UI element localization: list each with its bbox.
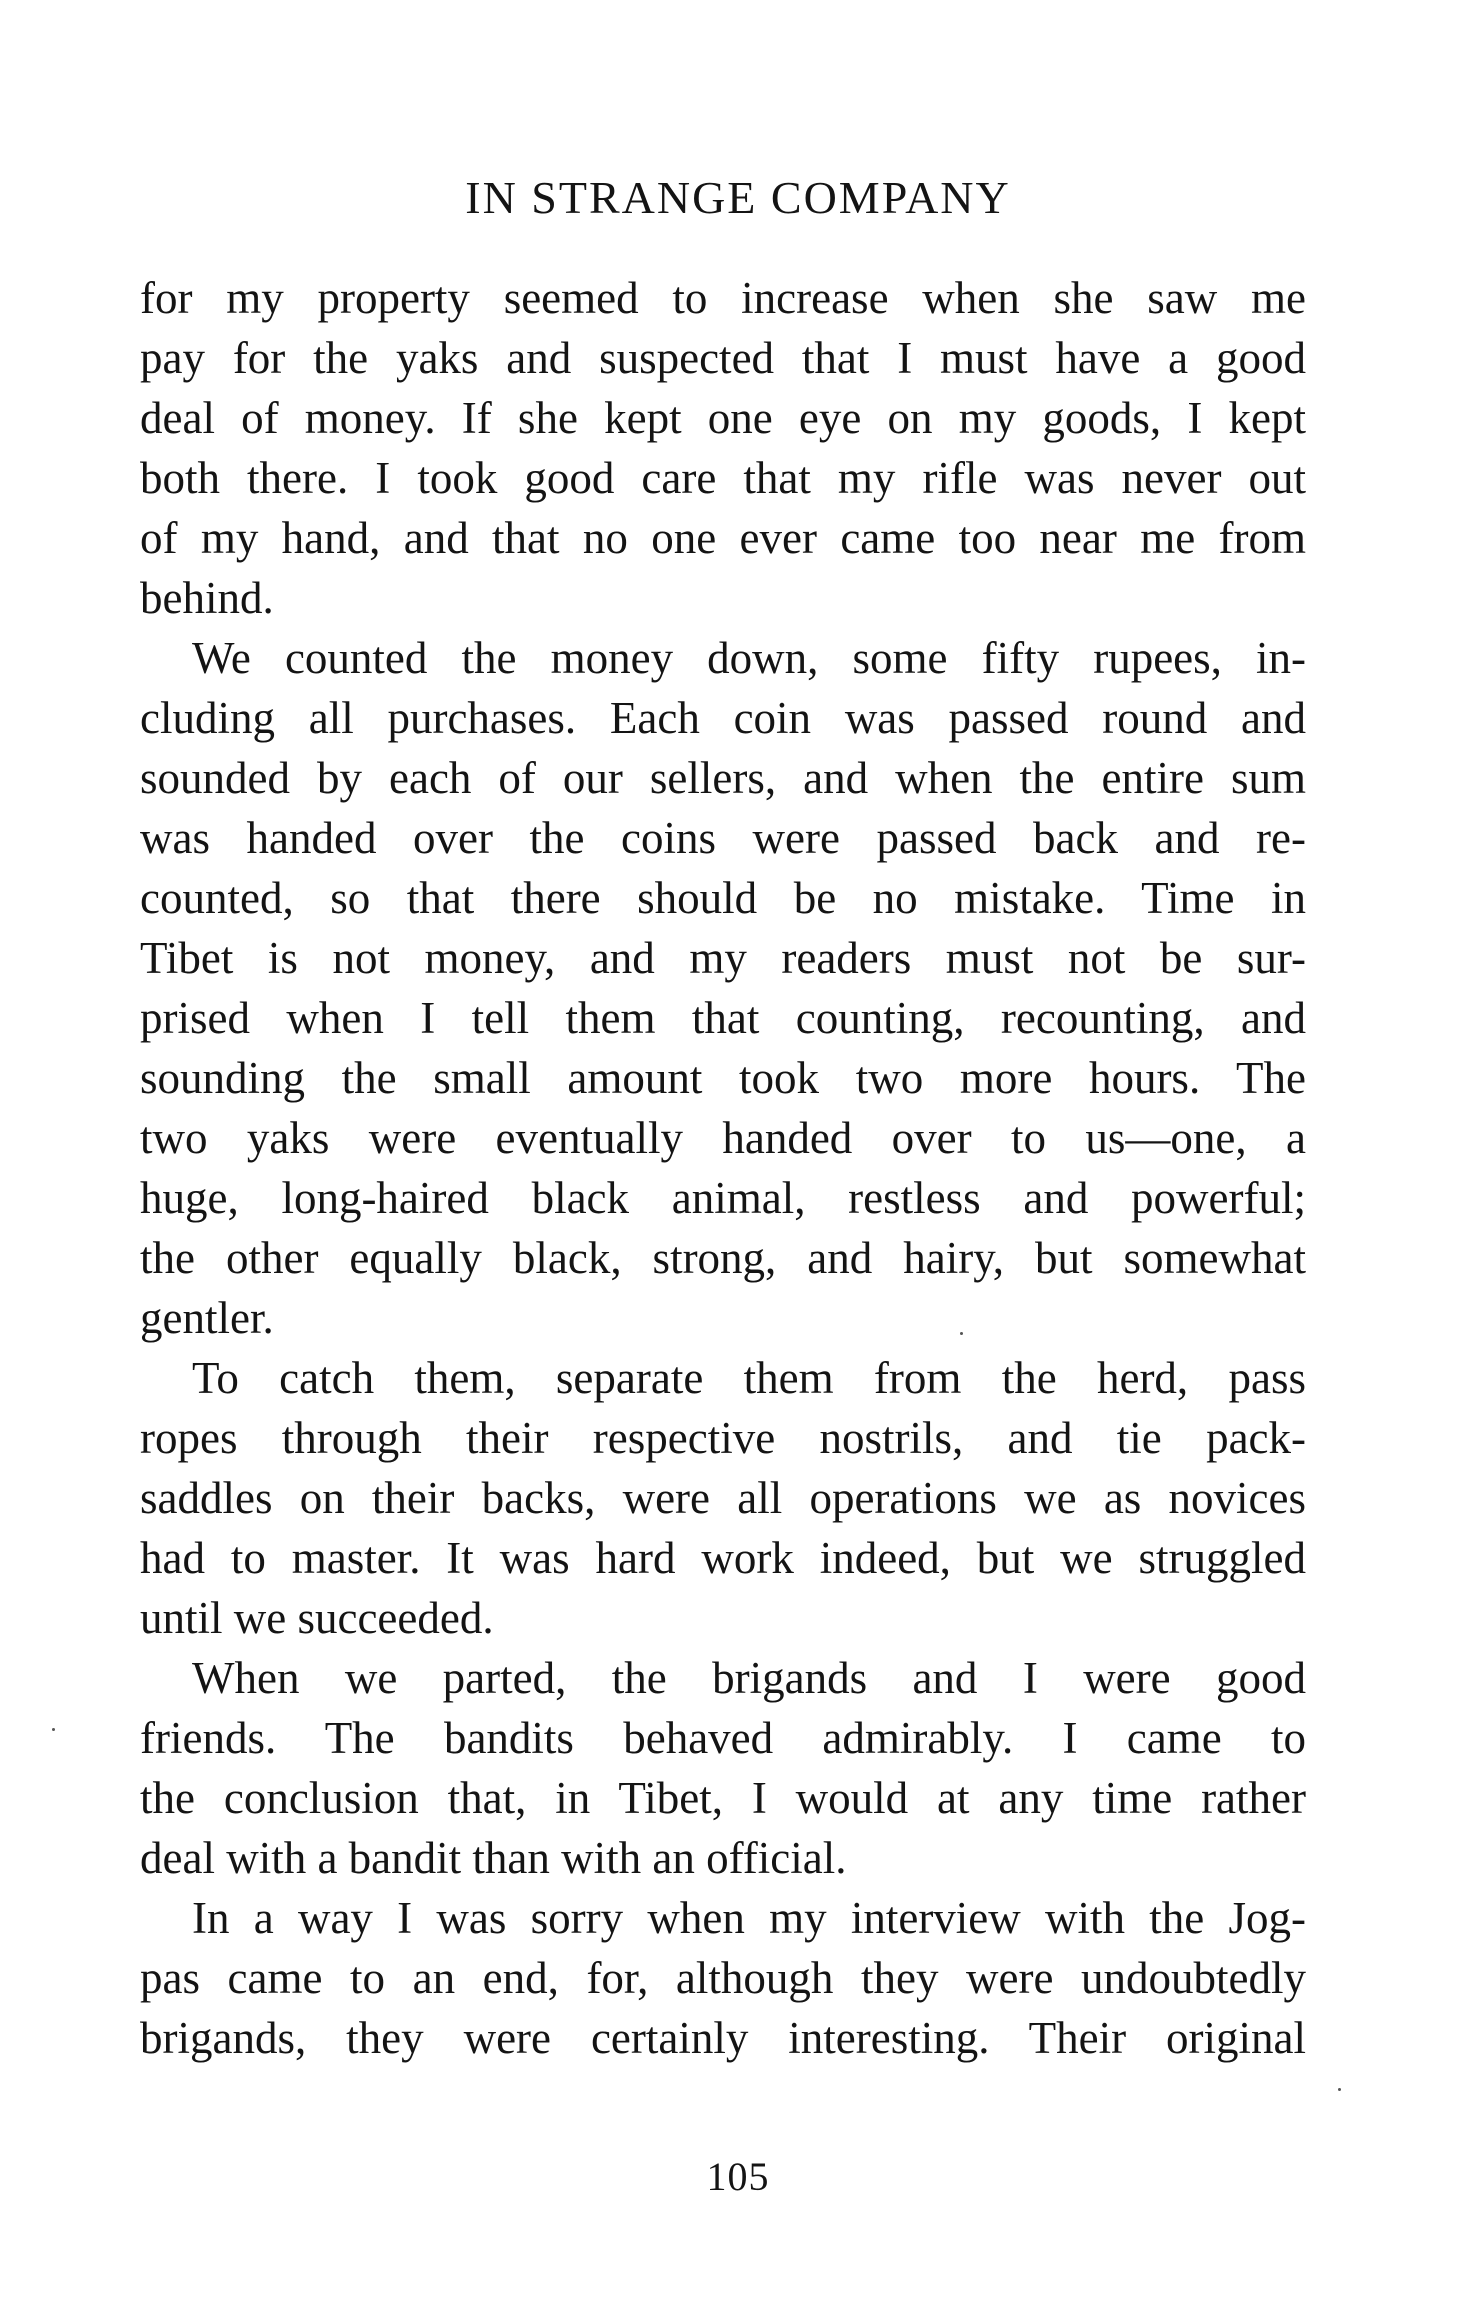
paragraph-first-line: To catch them, separate them from the herd, pass [192,1353,1306,1403]
text-line: had to master. It was hard work indeed, but we struggled [140,1533,1306,1583]
text-line: ropes through their respective nostrils, and tie pack- [140,1413,1306,1463]
text-line: huge, long-haired black animal, restless and powerful; [140,1173,1306,1223]
text-line: friends. The bandits behaved admirably. I came to [140,1713,1306,1763]
text-line: deal of money. If she kept one eye on my goods, I kept [140,393,1306,443]
text-line: pas came to an end, for, although they were undoubtedly [140,1953,1306,2003]
text-line: the other equally black, strong, and hairy, but somewhat [140,1233,1306,1283]
text-line: of my hand, and that no one ever came too near me from [140,513,1306,563]
paragraph-first-line: In a way I was sorry when my interview with the Jog- [192,1893,1306,1943]
text-line: pay for the yaks and suspected that I must have a good [140,333,1306,383]
paragraph-first-line: When we parted, the brigands and I were good [192,1653,1306,1703]
text-line: prised when I tell them that counting, recounting, and [140,993,1306,1043]
print-speck [52,1728,55,1731]
body-text [140,268,1306,2068]
text-line: behind. [140,573,274,623]
paragraph-first-line: We counted the money down, some fifty rupees, in- [192,633,1306,683]
text-line: saddles on their backs, were all operations we as novices [140,1473,1306,1523]
text-line: deal with a bandit than with an official. [140,1833,847,1883]
text-line: was handed over the coins were passed back and re- [140,813,1306,863]
text-line: until we succeeded. [140,1593,494,1643]
text-line: brigands, they were certainly interesting. Their original [140,2013,1306,2063]
text-line: sounding the small amount took two more hours. The [140,1053,1306,1103]
text-line: sounded by each of our sellers, and when the entire sum [140,753,1306,803]
text-line: both there. I took good care that my rifle was never out [140,453,1306,503]
text-line: the conclusion that, in Tibet, I would at any time rather [140,1773,1306,1823]
page-number: 105 [706,2154,770,2199]
text-line: Tibet is not money, and my readers must not be sur- [140,933,1306,983]
running-head-title: IN STRANGE COMPANY [465,172,1011,223]
text-line: counted, so that there should be no mistake. Time in [140,873,1306,923]
text-line: two yaks were eventually handed over to us—one, a [140,1113,1306,1163]
text-line: cluding all purchases. Each coin was passed round and [140,693,1306,743]
text-line: gentler. [140,1293,274,1343]
print-speck [1338,2088,1341,2091]
text-line: for my property seemed to increase when she saw me [140,273,1306,323]
print-speck [960,1332,963,1335]
